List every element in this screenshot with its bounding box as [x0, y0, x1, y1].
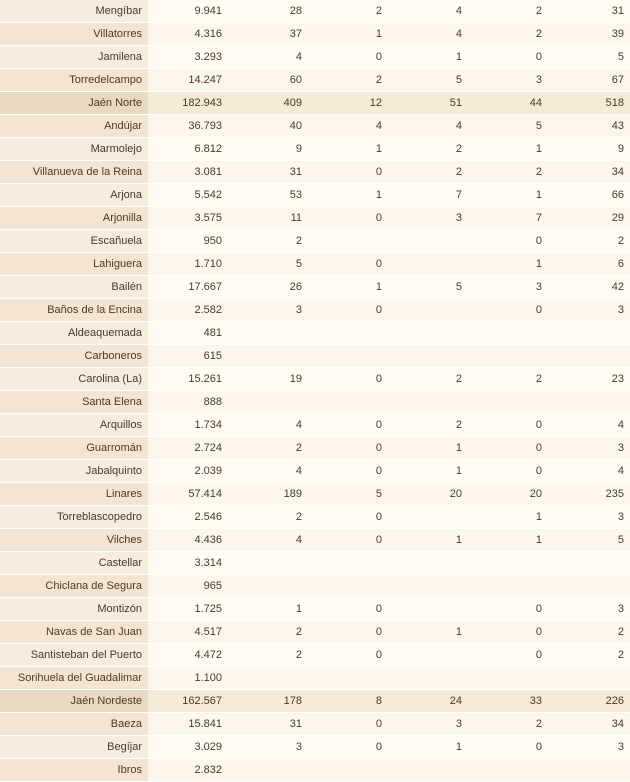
table-row: [0, 115, 630, 138]
value-cell: [548, 322, 630, 345]
value-cell: 2: [548, 644, 630, 667]
value-cell: 3: [548, 598, 630, 621]
value-cell: 7: [388, 184, 468, 207]
value-cell: 3: [548, 736, 630, 759]
value-cell: 178: [228, 690, 308, 713]
value-cell: [548, 759, 630, 782]
value-cell: 6.812: [148, 138, 228, 161]
table-row: [0, 138, 630, 161]
value-cell: 4: [308, 115, 388, 138]
value-cell: 2: [308, 0, 388, 23]
value-cell: 12: [308, 92, 388, 115]
table-row: [0, 414, 630, 437]
value-cell: [468, 759, 548, 782]
value-cell: 0: [308, 736, 388, 759]
value-cell: [468, 575, 548, 598]
value-cell: 0: [308, 207, 388, 230]
value-cell: [388, 644, 468, 667]
value-cell: 0: [468, 414, 548, 437]
value-cell: [388, 345, 468, 368]
value-cell: 1: [228, 598, 308, 621]
value-cell: 4: [548, 460, 630, 483]
value-cell: 2: [388, 414, 468, 437]
municipality-name-cell: Lahiguera: [0, 253, 148, 276]
value-cell: 6: [548, 253, 630, 276]
municipality-name-cell: Andújar: [0, 115, 148, 138]
value-cell: [388, 253, 468, 276]
value-cell: 1.710: [148, 253, 228, 276]
municipality-name-cell: Linares: [0, 483, 148, 506]
value-cell: 14.247: [148, 69, 228, 92]
value-cell: 4: [228, 46, 308, 69]
value-cell: [388, 391, 468, 414]
value-cell: 7: [468, 207, 548, 230]
value-cell: 2: [388, 368, 468, 391]
value-cell: 2: [548, 621, 630, 644]
value-cell: [388, 299, 468, 322]
value-cell: 3.029: [148, 736, 228, 759]
value-cell: 2.546: [148, 506, 228, 529]
value-cell: [228, 575, 308, 598]
municipality-name-cell: Navas de San Juan: [0, 621, 148, 644]
value-cell: [308, 575, 388, 598]
value-cell: 2: [468, 713, 548, 736]
table-row: [0, 299, 630, 322]
value-cell: [468, 322, 548, 345]
table-row: [0, 552, 630, 575]
value-cell: 5.542: [148, 184, 228, 207]
value-cell: 33: [468, 690, 548, 713]
value-cell: 0: [308, 161, 388, 184]
value-cell: 2.724: [148, 437, 228, 460]
table-row: [0, 23, 630, 46]
municipality-name-cell: Carboneros: [0, 345, 148, 368]
municipality-name-cell: Guarromán: [0, 437, 148, 460]
value-cell: 0: [308, 46, 388, 69]
value-cell: 0: [308, 621, 388, 644]
municipality-name-cell: Ibros: [0, 759, 148, 782]
value-cell: 20: [468, 483, 548, 506]
value-cell: 162.567: [148, 690, 228, 713]
municipality-name-cell: Arjonilla: [0, 207, 148, 230]
municipality-name-cell: Torredelcampo: [0, 69, 148, 92]
municipality-name-cell: Baeza: [0, 713, 148, 736]
table-row: [0, 529, 630, 552]
table-row: [0, 345, 630, 368]
value-cell: 15.841: [148, 713, 228, 736]
value-cell: 2: [228, 230, 308, 253]
value-cell: 31: [548, 0, 630, 23]
value-cell: [388, 506, 468, 529]
value-cell: 1: [388, 437, 468, 460]
value-cell: 3: [468, 276, 548, 299]
municipality-name-cell: Castellar: [0, 552, 148, 575]
value-cell: 4: [388, 0, 468, 23]
value-cell: [548, 667, 630, 690]
value-cell: 4: [228, 529, 308, 552]
value-cell: 4.436: [148, 529, 228, 552]
value-cell: 66: [548, 184, 630, 207]
value-cell: 0: [308, 368, 388, 391]
value-cell: 57.414: [148, 483, 228, 506]
value-cell: [308, 230, 388, 253]
value-cell: [548, 552, 630, 575]
value-cell: 1: [388, 529, 468, 552]
value-cell: 53: [228, 184, 308, 207]
municipality-name-cell: Villatorres: [0, 23, 148, 46]
table-row: [0, 69, 630, 92]
value-cell: 2: [468, 0, 548, 23]
value-cell: 1: [468, 529, 548, 552]
value-cell: [468, 345, 548, 368]
value-cell: 1.100: [148, 667, 228, 690]
value-cell: 1: [388, 46, 468, 69]
value-cell: 36.793: [148, 115, 228, 138]
value-cell: 5: [468, 115, 548, 138]
value-cell: 44: [468, 92, 548, 115]
municipality-name-cell: Chiclana de Segura: [0, 575, 148, 598]
value-cell: 888: [148, 391, 228, 414]
value-cell: [228, 391, 308, 414]
value-cell: 1: [468, 506, 548, 529]
municipality-name-cell: Torreblascopedro: [0, 506, 148, 529]
table-row: [0, 322, 630, 345]
value-cell: 43: [548, 115, 630, 138]
value-cell: 1: [388, 460, 468, 483]
table-row: [0, 736, 630, 759]
municipality-name-cell: Mengíbar: [0, 0, 148, 23]
value-cell: 28: [228, 0, 308, 23]
value-cell: 1: [308, 138, 388, 161]
value-cell: 3.293: [148, 46, 228, 69]
value-cell: 189: [228, 483, 308, 506]
value-cell: 3: [548, 437, 630, 460]
table-row: [0, 46, 630, 69]
value-cell: 2: [228, 644, 308, 667]
table-row: [0, 575, 630, 598]
value-cell: 409: [228, 92, 308, 115]
value-cell: 67: [548, 69, 630, 92]
value-cell: 9.941: [148, 0, 228, 23]
value-cell: 615: [148, 345, 228, 368]
value-cell: [308, 391, 388, 414]
value-cell: [548, 391, 630, 414]
value-cell: [228, 345, 308, 368]
value-cell: 0: [308, 598, 388, 621]
value-cell: [308, 552, 388, 575]
value-cell: 2: [228, 437, 308, 460]
value-cell: 8: [308, 690, 388, 713]
table-row: [0, 207, 630, 230]
table-row: [0, 667, 630, 690]
value-cell: 0: [308, 713, 388, 736]
municipality-name-cell: Arjona: [0, 184, 148, 207]
value-cell: 60: [228, 69, 308, 92]
municipality-name-cell: Jabalquinto: [0, 460, 148, 483]
value-cell: 1: [388, 621, 468, 644]
municipality-name-cell: Jaén Nordeste: [0, 690, 148, 713]
table-row: [0, 460, 630, 483]
value-cell: 4: [228, 460, 308, 483]
table-row: [0, 483, 630, 506]
value-cell: [388, 667, 468, 690]
value-cell: [388, 552, 468, 575]
municipality-name-cell: Villanueva de la Reina: [0, 161, 148, 184]
value-cell: 1.725: [148, 598, 228, 621]
table-row: [0, 690, 630, 713]
value-cell: 3: [548, 506, 630, 529]
value-cell: 15.261: [148, 368, 228, 391]
value-cell: [468, 667, 548, 690]
table-row: [0, 506, 630, 529]
value-cell: [388, 575, 468, 598]
value-cell: 31: [228, 713, 308, 736]
value-cell: [468, 552, 548, 575]
value-cell: 0: [468, 299, 548, 322]
value-cell: 2: [468, 368, 548, 391]
table-row: [0, 230, 630, 253]
value-cell: 965: [148, 575, 228, 598]
value-cell: 26: [228, 276, 308, 299]
value-cell: 20: [388, 483, 468, 506]
value-cell: 1.734: [148, 414, 228, 437]
value-cell: 4.316: [148, 23, 228, 46]
municipality-name-cell: Carolina (La): [0, 368, 148, 391]
value-cell: 0: [468, 736, 548, 759]
value-cell: 2: [468, 23, 548, 46]
value-cell: 29: [548, 207, 630, 230]
value-cell: 1: [308, 23, 388, 46]
value-cell: 3: [468, 69, 548, 92]
municipality-name-cell: Escañuela: [0, 230, 148, 253]
value-cell: 1: [468, 253, 548, 276]
table-row: [0, 759, 630, 782]
value-cell: 34: [548, 161, 630, 184]
value-cell: 2: [388, 138, 468, 161]
value-cell: 0: [308, 437, 388, 460]
value-cell: 0: [468, 621, 548, 644]
municipality-name-cell: Baños de la Encina: [0, 299, 148, 322]
value-cell: 4: [388, 23, 468, 46]
table-row: [0, 713, 630, 736]
value-cell: 5: [388, 69, 468, 92]
table-row: [0, 437, 630, 460]
table-row: [0, 161, 630, 184]
value-cell: 0: [468, 230, 548, 253]
value-cell: [548, 575, 630, 598]
municipality-name-cell: Jamilena: [0, 46, 148, 69]
value-cell: 1: [468, 138, 548, 161]
municipality-name-cell: Santa Elena: [0, 391, 148, 414]
table-row: [0, 253, 630, 276]
value-cell: 2: [548, 230, 630, 253]
value-cell: 1: [308, 184, 388, 207]
value-cell: 40: [228, 115, 308, 138]
value-cell: 1: [468, 184, 548, 207]
value-cell: 19: [228, 368, 308, 391]
value-cell: 3: [228, 299, 308, 322]
value-cell: 1: [308, 276, 388, 299]
value-cell: [388, 322, 468, 345]
value-cell: 3: [388, 207, 468, 230]
value-cell: 4: [388, 115, 468, 138]
value-cell: 481: [148, 322, 228, 345]
value-cell: [228, 759, 308, 782]
value-cell: 31: [228, 161, 308, 184]
table-row: [0, 598, 630, 621]
value-cell: [388, 598, 468, 621]
value-cell: 9: [548, 138, 630, 161]
value-cell: 3: [388, 713, 468, 736]
value-cell: 17.667: [148, 276, 228, 299]
municipality-name-cell: Aldeaquemada: [0, 322, 148, 345]
value-cell: 37: [228, 23, 308, 46]
table-row: [0, 0, 630, 23]
table-row: [0, 621, 630, 644]
value-cell: 5: [308, 483, 388, 506]
value-cell: 518: [548, 92, 630, 115]
value-cell: 39: [548, 23, 630, 46]
value-cell: 3: [548, 299, 630, 322]
value-cell: [228, 552, 308, 575]
value-cell: 4: [228, 414, 308, 437]
value-cell: 5: [388, 276, 468, 299]
value-cell: [228, 322, 308, 345]
value-cell: 0: [308, 460, 388, 483]
value-cell: [228, 667, 308, 690]
value-cell: [468, 391, 548, 414]
table-row: [0, 391, 630, 414]
municipality-name-cell: Begíjar: [0, 736, 148, 759]
value-cell: [548, 345, 630, 368]
table-row: [0, 368, 630, 391]
municipality-name-cell: Arquillos: [0, 414, 148, 437]
value-cell: 1: [388, 736, 468, 759]
value-cell: 2: [228, 506, 308, 529]
value-cell: 3.314: [148, 552, 228, 575]
value-cell: 2.832: [148, 759, 228, 782]
table-row: [0, 184, 630, 207]
value-cell: 2: [228, 621, 308, 644]
municipality-name-cell: Bailén: [0, 276, 148, 299]
value-cell: 42: [548, 276, 630, 299]
value-cell: [388, 230, 468, 253]
value-cell: [388, 759, 468, 782]
value-cell: 4: [548, 414, 630, 437]
value-cell: 4.517: [148, 621, 228, 644]
value-cell: 0: [308, 644, 388, 667]
value-cell: 34: [548, 713, 630, 736]
value-cell: 0: [308, 253, 388, 276]
value-cell: 0: [468, 644, 548, 667]
value-cell: 4.472: [148, 644, 228, 667]
value-cell: 2.582: [148, 299, 228, 322]
value-cell: 2: [388, 161, 468, 184]
value-cell: [308, 759, 388, 782]
value-cell: 5: [548, 46, 630, 69]
value-cell: 2.039: [148, 460, 228, 483]
value-cell: 0: [468, 460, 548, 483]
value-cell: 226: [548, 690, 630, 713]
value-cell: 0: [468, 437, 548, 460]
value-cell: 3.081: [148, 161, 228, 184]
value-cell: 51: [388, 92, 468, 115]
value-cell: [308, 667, 388, 690]
value-cell: 0: [308, 414, 388, 437]
value-cell: 0: [468, 598, 548, 621]
municipality-name-cell: Marmolejo: [0, 138, 148, 161]
table-row: [0, 92, 630, 115]
value-cell: [308, 322, 388, 345]
municipality-name-cell: Sorihuela del Guadalimar: [0, 667, 148, 690]
value-cell: 0: [308, 506, 388, 529]
value-cell: 5: [548, 529, 630, 552]
value-cell: 950: [148, 230, 228, 253]
table-row: [0, 644, 630, 667]
value-cell: 9: [228, 138, 308, 161]
value-cell: 2: [308, 69, 388, 92]
value-cell: 24: [388, 690, 468, 713]
value-cell: 0: [308, 529, 388, 552]
value-cell: 0: [308, 299, 388, 322]
municipality-name-cell: Santisteban del Puerto: [0, 644, 148, 667]
municipality-name-cell: Vilches: [0, 529, 148, 552]
value-cell: 182.943: [148, 92, 228, 115]
value-cell: 23: [548, 368, 630, 391]
value-cell: 235: [548, 483, 630, 506]
value-cell: 11: [228, 207, 308, 230]
table-row: [0, 276, 630, 299]
value-cell: [308, 345, 388, 368]
municipality-name-cell: Montizón: [0, 598, 148, 621]
value-cell: 2: [468, 161, 548, 184]
municipality-name-cell: Jaén Norte: [0, 92, 148, 115]
value-cell: 5: [228, 253, 308, 276]
value-cell: 3.575: [148, 207, 228, 230]
value-cell: 0: [468, 46, 548, 69]
value-cell: 3: [228, 736, 308, 759]
